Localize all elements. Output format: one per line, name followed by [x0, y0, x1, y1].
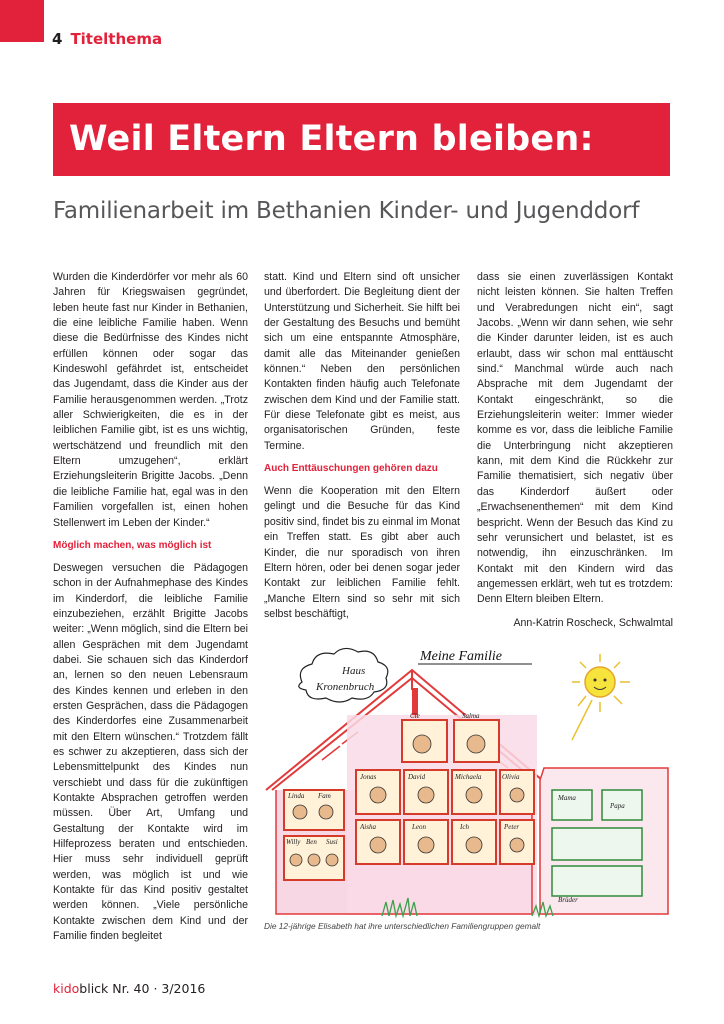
author-signature: Ann-Katrin Roscheck, Schwalmtal	[513, 616, 673, 629]
subheading: Möglich machen, was möglich ist	[53, 539, 212, 551]
text-column-1	[53, 270, 248, 944]
subheading: Auch Enttäuschungen gehören dazu	[264, 463, 438, 475]
side-house	[540, 768, 668, 914]
title-banner	[53, 103, 670, 176]
footer-brand-blick: blick	[79, 981, 109, 996]
corner-accent-block	[0, 0, 44, 42]
name-label: Michaela	[455, 773, 482, 781]
paragraph: dass sie einen zuverlässigen Kontakt nicht leisten können. Sie halten Treffen und Verabredungen nicht ein“, sagt Jacobs. „Wenn wir dann sehen, wie sehr die Kinder darunter leiden, ist es auch erlaubt, dass wir schon mal enttäuscht sind.“ Manchmal würde auch nach Absprache mit dem Jugendamt der Kontakt eingeschränkt, so die Erziehungsleiterin weiter: Immer wieder komme es vor, dass die leibliche Familie die Unterbringung nicht akzeptieren kann, mit dem Kind die Rückkehr zur Familie thematisiert, sich negativ über das Kinderdorf äußert oder „Erwachsenenthemen“ mit dem Kind bespricht. Wenn der Besuch das Kind zu sehr verunsichert und belastet, ist es notwendig, ihn einzuschränken. Im Kontakt mit den Kindern wird das angemessen erklärt, weh tut es trotzdem: Denn Eltern bleiben Eltern.	[477, 271, 673, 606]
footer-brand-kido: kido	[53, 981, 80, 996]
page-header	[52, 30, 162, 48]
name-label: Salma	[462, 712, 480, 720]
side-label: Brüder	[558, 896, 578, 904]
name-label: David	[408, 773, 426, 781]
side-label: Papa	[610, 802, 625, 810]
article-title: Weil Eltern Eltern bleiben:	[69, 119, 594, 159]
page-number: 4	[52, 30, 63, 48]
name-label: Olivia	[502, 773, 520, 781]
name-label: Ich	[460, 823, 469, 831]
paragraph: Deswegen versuchen die Pädagogen schon in der Aufnahmephase des Kindes im Kinderdorf, die leibliche Familie einzubeziehen, erzählt Brigitte Jacobs weiter: „Wenn möglich, sind die Eltern bei allen Gesprächen mit dem Jugendamt dabei. Sie schauen sich das Kinderdorf an, lernen so den neuen Lebensraum des Kindes kennen und erleben in den ersten Gesprächen, dass die Pädagogen des Kinderdorfes eine Zusammenarbeit mit den Eltern wünschen.“ Trotzdem fällt es schwer zu akzeptieren, dass sich der Lebensmittelpunkt des Kindes nun verschiebt und dass für die zukünftigen Kontakte Absprachen getroffen werden müssen. Über Art, Umfang und Gestaltung der Kontakte wird im Hilfeprozess beraten und entschieden. Hier muss sehr individuell geprüft werden, was möglich ist und wie Kontakte für das Kind positiv gestaltet werden können. „Viele persönliche Kontakte zwischen dem Kind und der Familie finden begleitet	[53, 561, 248, 943]
drawing-heading: Meine Familie	[420, 649, 503, 664]
section-label: Titelthema	[70, 30, 163, 48]
article-subtitle: Familienarbeit im Bethanien Kinder- und Jugenddorf	[53, 198, 640, 224]
name-label: Willy	[286, 838, 301, 846]
name-label: Aisha	[360, 823, 376, 831]
cloud-text-1: Haus	[342, 665, 366, 677]
name-label: Linda	[288, 792, 305, 800]
name-label: Cle	[410, 712, 420, 720]
child-drawing-family-house	[262, 640, 673, 918]
name-label: Susi	[326, 838, 338, 846]
image-caption: Die 12-jährige Elisabeth hat ihre unterschiedlichen Familiengruppen gemalt	[264, 921, 541, 931]
text-column-2	[264, 270, 460, 622]
text-column-3	[477, 270, 673, 631]
name-label: Jonas	[360, 773, 377, 781]
side-label: Mama	[558, 794, 576, 802]
paragraph: Wurden die Kinderdörfer vor mehr als 60 Jahren für Kriegswaisen gegründet, leben heute fast nur Kinder in Bethanien, die eine leibliche Familie haben. Wenn diese die Bedürfnisse des Kindes nicht erfüllen können oder sogar das Kindeswohl gefährdet ist, entscheidet das Jugendamt, dass die Kinder aus der Familie herausgenommen werden. „Trotz aller Schwierigkeiten, die es in der leiblichen Familie gibt, ist es uns wichtig, wertschätzend und freundlich mit den Eltern umzugehen“, erklärt Erziehungsleiterin Brigitte Jacobs. „Denn die leibliche Familie hat, egal was in den Familien vorgefallen ist, einen hohen Stellenwert im Leben der Kinder.“	[53, 271, 248, 529]
paragraph: Wenn die Kooperation mit den Eltern gelingt und die Besuche für das Kind positiv sind, findet bis zu einmal im Monat ein Treffen statt. Es gibt aber auch Kinder, die nur sporadisch von ihren Eltern hören, oder bei denen sogar jeder Kontakt zur leiblichen Familie fehlt. „Manche Eltern sind so sehr mit sich selbst beschäftigt,	[264, 485, 460, 620]
name-label: Ben	[306, 838, 317, 846]
name-label: Fam	[318, 792, 331, 800]
name-label: Peter	[504, 823, 520, 831]
cloud-text-2: Kronenbruch	[316, 681, 375, 693]
page-footer	[53, 981, 205, 996]
issue-info: Nr. 40 · 3/2016	[108, 981, 206, 996]
name-label: Leon	[412, 823, 426, 831]
paragraph: statt. Kind und Eltern sind oft unsicher und überfordert. Die Begleitung dient der Unterstützung und Sicherheit. Sie hilft bei der Gestaltung des Besuchs und bemüht sich um eine entspannte Atmosphäre, damit alle das Miteinander genießen können.“ Neben den persönlichen Kontakten finden häufig auch Telefonate zwischen dem Kind und der Familie statt. Für diese Telefonate gibt es meist, aus organisatorischen Gründen, feste Termine.	[264, 271, 460, 452]
